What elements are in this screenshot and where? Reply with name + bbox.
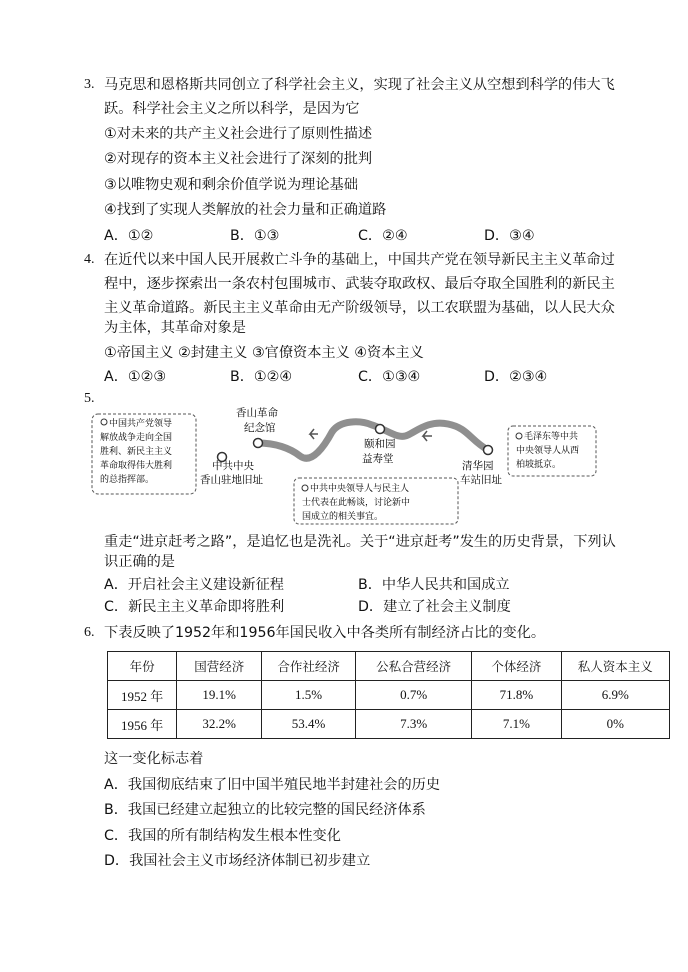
q6-option-c[interactable]: C．我国的所有制结构发生根本性变化 xyxy=(104,828,341,844)
label-museum-line1: 香山革命 xyxy=(236,407,278,419)
cell-value: 53.4% xyxy=(262,710,356,739)
cell-value: 71.8% xyxy=(472,681,561,710)
q3-item-4: ④找到了实现人类解放的社会力量和正确道路 xyxy=(104,202,387,218)
q4-items: ①帝国主义 ②封建主义 ③官僚资本主义 ④资本主义 xyxy=(104,345,424,361)
q3-option-a[interactable]: A．①② xyxy=(104,228,154,244)
cell-value: 32.2% xyxy=(177,710,262,739)
table-row xyxy=(108,681,670,710)
q4-option-d[interactable]: D．②③④ xyxy=(484,369,548,385)
marker-museum xyxy=(254,439,263,448)
cell-value: 6.9% xyxy=(561,681,669,710)
q3-option-b[interactable]: B．①③ xyxy=(230,228,280,244)
note-right-line3: 柏坡抵京。 xyxy=(516,460,562,470)
cell-year: 1952 年 xyxy=(108,681,177,710)
note-left-line3: 胜利、新民主主义 xyxy=(100,447,173,457)
label-qinghua-line1: 清华园 xyxy=(462,460,494,472)
q6-number: 6. xyxy=(84,625,95,640)
cell-value: 1.5% xyxy=(262,681,356,710)
table-header-row xyxy=(108,652,670,681)
table-row xyxy=(108,710,670,739)
header-year: 年份 xyxy=(108,652,177,681)
label-hq-line1: 中共中央 xyxy=(212,460,254,472)
header-private: 私人资本主义 xyxy=(561,652,669,681)
note-right-line1: 毛泽东等中共 xyxy=(524,432,579,442)
q4-stem-line4: 为主体，其革命对象是 xyxy=(104,320,246,336)
cell-value: 0.7% xyxy=(356,681,472,710)
cell-year: 1956 年 xyxy=(108,710,177,739)
arrow-left-1 xyxy=(310,429,318,439)
q4-option-b[interactable]: B．①②④ xyxy=(230,369,293,385)
cell-value: 7.3% xyxy=(356,710,472,739)
header-state: 国营经济 xyxy=(177,652,262,681)
q5-option-c[interactable]: C．新民主主义革命即将胜利 xyxy=(104,599,285,615)
q5-number: 5. xyxy=(84,391,95,406)
q3-option-c[interactable]: C．②④ xyxy=(358,228,408,244)
cell-value: 0% xyxy=(561,710,669,739)
note-middle-line3: 国成立的相关事宜。 xyxy=(302,512,384,522)
note-left-line5: 的总指挥部。 xyxy=(100,475,155,485)
label-museum-line2: 纪念馆 xyxy=(244,422,276,434)
note-middle-line1: 中共中央领导人与民主人 xyxy=(310,484,410,494)
cell-value: 19.1% xyxy=(177,681,262,710)
q5-option-b[interactable]: B．中华人民共和国成立 xyxy=(358,577,510,593)
q3-option-d[interactable]: D．③④ xyxy=(484,228,535,244)
note-left-line2: 解放战争走向全国 xyxy=(100,433,173,443)
q6-stem: 下表反映了1952年和1956年国民收入中各类所有制经济占比的变化。 xyxy=(104,625,546,641)
header-joint: 公私合营经济 xyxy=(356,652,472,681)
label-yiheyuan-line2: 益寿堂 xyxy=(362,453,394,465)
marker-yiheyuan xyxy=(376,425,385,434)
q4-number: 4. xyxy=(84,252,95,267)
label-qinghua-line2: 车站旧址 xyxy=(460,474,502,486)
label-yiheyuan-line1: 颐和园 xyxy=(364,438,396,450)
q5-option-d[interactable]: D．建立了社会主义制度 xyxy=(358,599,511,615)
q6-table xyxy=(107,651,670,739)
header-individual: 个体经济 xyxy=(472,652,561,681)
q4-stem-line1: 在近代以来中国人民开展救亡斗争的基础上，中国共产党在领导新民主主义革命过 xyxy=(104,252,615,268)
note-middle-line2: 士代表在此畅谈，讨论新中 xyxy=(302,498,411,508)
header-coop: 合作社经济 xyxy=(262,652,356,681)
marker-qinghua xyxy=(484,446,493,455)
q4-stem-line2: 程中，逐步探索出一条农村包围城市、武装夺取政权、最后夺取全国胜利的新民主 xyxy=(104,276,615,292)
q6-option-a[interactable]: A．我国彻底结束了旧中国半殖民地半封建社会的历史 xyxy=(104,777,441,793)
arrow-left-2 xyxy=(423,431,432,441)
cell-value: 7.1% xyxy=(472,710,561,739)
q6-option-d[interactable]: D．我国社会主义市场经济体制已初步建立 xyxy=(104,853,371,869)
note-left-line1: 中国共产党领导 xyxy=(109,419,173,429)
q3-number: 3. xyxy=(84,77,95,92)
q3-item-1: ①对未来的共产主义社会进行了原则性描述 xyxy=(104,126,373,142)
note-right-line2: 中央领导人从西 xyxy=(516,446,580,456)
q3-stem-line2: 跃。科学社会主义之所以科学，是因为它 xyxy=(104,101,360,117)
q6-option-b[interactable]: B．我国已经建立起独立的比较完整的国民经济体系 xyxy=(104,802,426,818)
q3-item-3: ③以唯物史观和剩余价值学说为理论基础 xyxy=(104,177,358,193)
q4-option-a[interactable]: A．①②③ xyxy=(104,369,167,385)
q4-option-c[interactable]: C．①③④ xyxy=(358,369,421,385)
q3-stem-line1: 马克思和恩格斯共同创立了科学社会主义，实现了社会主义从空想到科学的伟大飞 xyxy=(104,77,615,93)
label-hq-line2: 香山驻地旧址 xyxy=(200,474,263,486)
q3-item-2: ②对现存的资本主义社会进行了深刻的批判 xyxy=(104,151,373,167)
q5-option-a[interactable]: A．开启社会主义建设新征程 xyxy=(104,577,284,593)
q4-stem-line3: 主义革命道路。新民主主义革命由无产阶级领导，以工农联盟为基础，以人民大众 xyxy=(104,300,615,316)
q6-lead: 这一变化标志着 xyxy=(104,751,204,767)
q5-stem-line1: 重走“进京赶考之路”，是追忆也是洗礼。关于“进京赶考”发生的历史背景，下列认 xyxy=(104,534,616,550)
q5-stem-line2: 识正确的是 xyxy=(104,554,175,570)
note-left-line4: 革命取得伟大胜利 xyxy=(100,461,173,471)
